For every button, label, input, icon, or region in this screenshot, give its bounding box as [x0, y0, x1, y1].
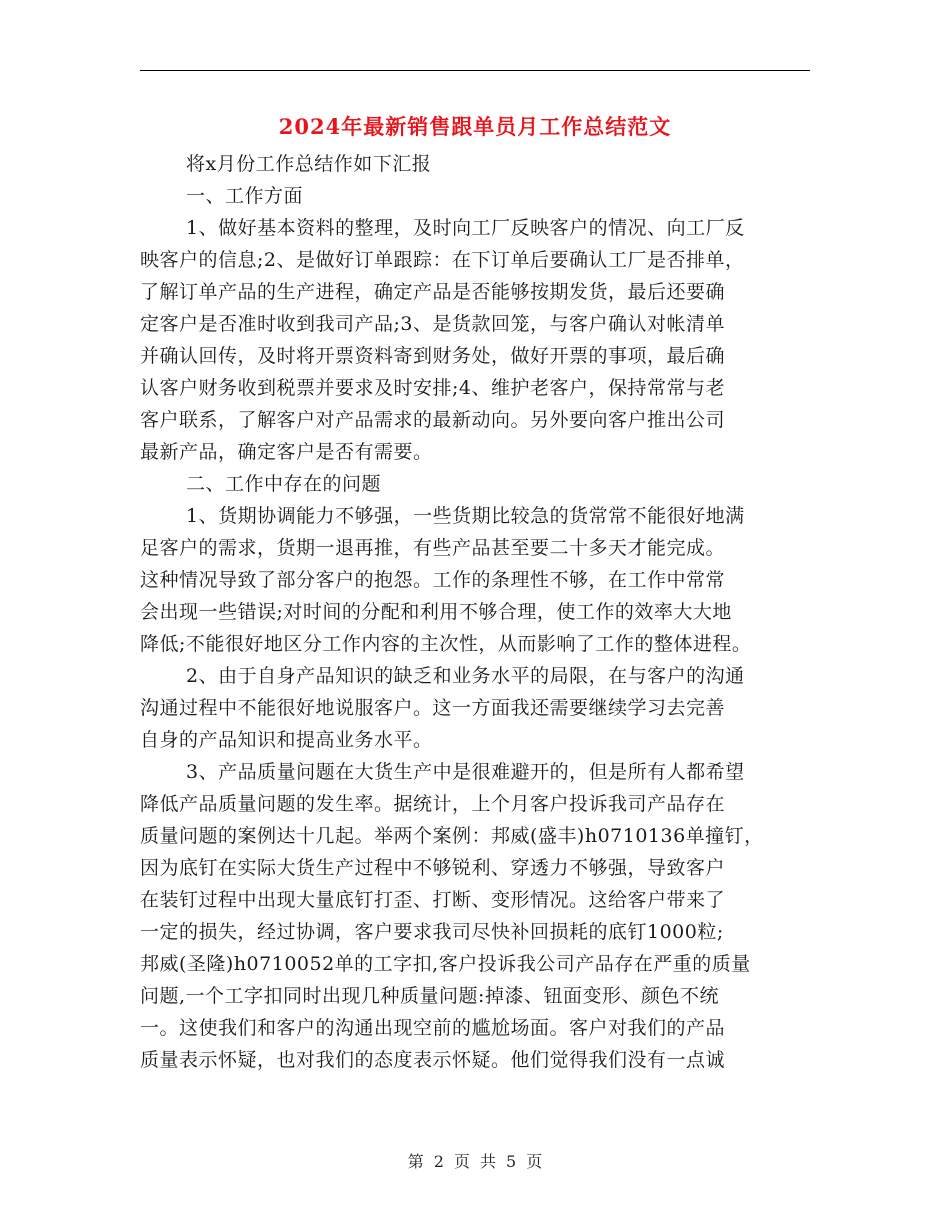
text-line: 最新产品，确定客户是否有需要。	[140, 441, 433, 463]
text-line: 质量表示怀疑，也对我们的态度表示怀疑。他们觉得我们没有一点诚	[140, 1049, 726, 1071]
text-line: 并确认回传，及时将开票资料寄到财务处，做好开票的事项，最后确	[140, 345, 726, 367]
text-line: 客户联系，了解客户对产品需求的最新动向。另外要向客户推出公司	[140, 409, 726, 431]
text-line: 因为底钉在实际大货生产过程中不够锐利、穿透力不够强，导致客户	[140, 857, 726, 879]
document-title: 2024年最新销售跟单员月工作总结范文	[278, 114, 672, 139]
text-line: 在装钉过程中出现大量底钉打歪、打断、变形情况。这给客户带来了	[140, 889, 726, 911]
text-line: 降低产品质量问题的发生率。据统计，上个月客户投诉我司产品存在	[140, 793, 726, 815]
text-line: 3、产品质量问题在大货生产中是很难避开的，但是所有人都希望	[186, 761, 745, 783]
text-line: 1、货期协调能力不够强，一些货期比较急的货常常不能很好地满	[186, 505, 745, 527]
text-line: 定客户是否准时收到我司产品;3、是货款回笼，与客户确认对帐清单	[140, 313, 725, 335]
text-line: 将x月份工作总结作如下汇报	[186, 153, 432, 175]
text-line: 质量问题的案例达十几起。举两个案例：邦威(盛丰)h0710136单撞钉，	[140, 825, 764, 847]
header-rule	[140, 70, 810, 71]
footer-prefix: 第	[407, 1152, 424, 1171]
document-body	[140, 148, 810, 1076]
footer-suffix: 页	[526, 1152, 543, 1171]
text-line: 1、做好基本资料的整理，及时向工厂反映客户的情况、向工厂反	[186, 217, 745, 239]
text-line: 降低;不能很好地区分工作内容的主次性，从而影响了工作的整体进程。	[140, 633, 752, 655]
text-line: 认客户财务收到税票并要求及时安排;4、维护老客户，保持常常与老	[140, 377, 725, 399]
text-line: 一、工作方面	[186, 185, 304, 207]
text-line: 一定的损失，经过协调，客户要求我司尽快补回损耗的底钉1000粒;	[140, 921, 724, 943]
text-line: 会出现一些错误;对时间的分配和利用不够合理，使工作的效率大大地	[140, 601, 732, 623]
footer-current-page: 2	[433, 1152, 444, 1171]
text-line: 自身的产品知识和提高业务水平。	[140, 729, 433, 751]
footer-page-word: 页	[453, 1152, 470, 1171]
text-line: 2、由于自身产品知识的缺乏和业务水平的局限，在与客户的沟通	[186, 665, 745, 687]
text-line: 了解订单产品的生产进程，确定产品是否能够按期发货，最后还要确	[140, 281, 726, 303]
text-line: 问题,一个工字扣同时出现几种质量问题:掉漆、钮面变形、颜色不统	[140, 985, 719, 1007]
text-line: 邦威(圣隆)h0710052单的工字扣,客户投诉我公司产品存在严重的质量	[140, 953, 751, 975]
text-line: 足客户的需求，货期一退再推，有些产品甚至要二十多天才能完成。	[140, 537, 726, 559]
text-line: 一。这使我们和客户的沟通出现空前的尴尬场面。客户对我们的产品	[140, 1017, 726, 1039]
text-line: 映客户的信息;2、是做好订单跟踪：在下订单后要确认工厂是否排单，	[140, 249, 745, 271]
text-line: 这种情况导致了部分客户的抱怨。工作的条理性不够，在工作中常常	[140, 569, 726, 591]
footer-total-pages: 5	[506, 1152, 517, 1171]
page-footer	[0, 1150, 950, 1174]
footer-total-word: 共	[480, 1152, 497, 1171]
text-line: 沟通过程中不能很好地说服客户。这一方面我还需要继续学习去完善	[140, 697, 726, 719]
text-line: 二、工作中存在的问题	[186, 473, 382, 495]
